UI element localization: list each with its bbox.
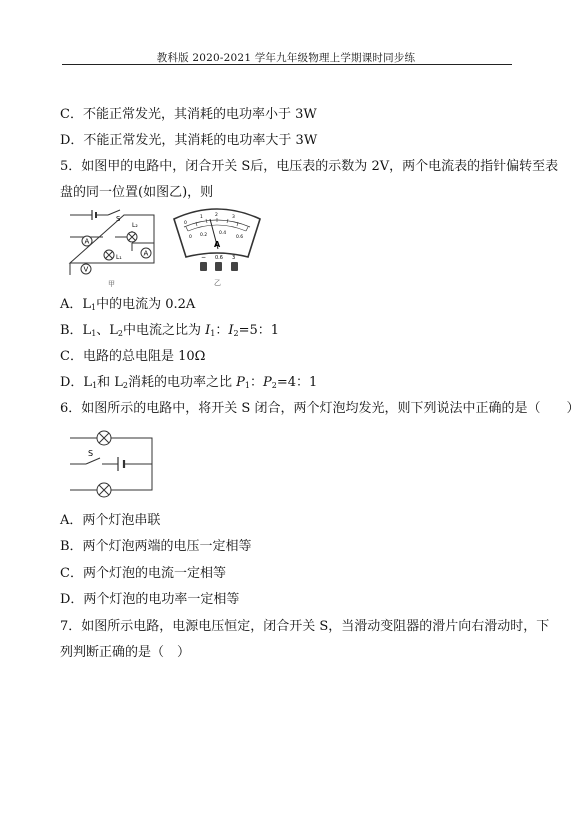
q6-switch-label: S xyxy=(88,449,94,458)
q5-circuit-diagram xyxy=(62,207,162,289)
q5-option-b: B．$L_1$、$L_2$中电流之比为 $I_1$：$I_2=5$：1 xyxy=(60,323,280,338)
page-header: 教科版 2020-2021 学年九年级物理上学期课时同步练 xyxy=(156,52,416,64)
q5-switch-label: S xyxy=(116,215,121,223)
q6-circuit-diagram xyxy=(66,428,158,498)
q4-option-c: C．不能正常发光，其消耗的电功率小于 3W xyxy=(60,107,317,122)
q5-option-c: C．电路的总电阻是 10Ω xyxy=(60,349,206,364)
scale-top-2: 2 xyxy=(215,213,218,218)
meter-unit: A xyxy=(214,240,221,249)
lamp-l1-label: L₁ xyxy=(116,254,122,261)
q5-stem-line1: 5．如图甲的电路中，闭合开关 S后，电压表的示数为 2V，两个电流表的指针偏转至表 xyxy=(60,159,559,174)
q5-caption-jia: 甲 xyxy=(108,280,115,288)
q6-option-c: C．两个灯泡的电流一定相等 xyxy=(60,566,226,581)
q5-option-a: A．$L_1$中的电流为 0.2A xyxy=(60,297,196,312)
scale-bottom-06: 0.6 xyxy=(236,235,244,240)
terminal-3-label: 3 xyxy=(232,255,236,261)
q6-option-a: A．两个灯泡串联 xyxy=(60,513,161,528)
header-rule xyxy=(62,64,512,65)
scale-top-3: 3 xyxy=(232,215,235,220)
scale-bottom-zero: 0 xyxy=(189,235,192,240)
q7-stem-line2: 列判断正确的是（ ） xyxy=(60,645,191,660)
q5-caption-yi: 乙 xyxy=(214,279,221,287)
terminal-06-label: 0.6 xyxy=(215,255,223,261)
scale-bottom-04: 0.4 xyxy=(219,231,227,236)
q5-option-d: D．$L_1$和 $L_2$消耗的电功率之比 $P_1$：$P_2=4$：1 xyxy=(60,375,318,390)
q6-stem: 6．如图所示的电路中，将开关 S 闭合，两个灯泡均发光，则下列说法中正确的是（ ） xyxy=(60,401,580,416)
scale-top-1: 1 xyxy=(200,215,203,220)
q6-option-d: D．两个灯泡的电功率一定相等 xyxy=(60,592,240,607)
terminal-negative-label: − xyxy=(201,254,207,261)
q4-option-d: D．不能正常发光，其消耗的电功率大于 3W xyxy=(60,133,318,148)
q5-stem-line2: 盘的同一位置(如图乙)，则 xyxy=(60,185,214,200)
lamp-l2-label: L₂ xyxy=(132,222,138,229)
ammeter-1-symbol: A xyxy=(84,237,90,246)
q7-stem-line1: 7．如图所示电路，电源电压恒定，闭合开关 S，当滑动变阻器的滑片向右滑动时，下 xyxy=(60,619,550,634)
q5-ammeter-dial xyxy=(170,205,265,289)
q6-option-b: B．两个灯泡两端的电压一定相等 xyxy=(60,539,252,554)
ammeter-2-symbol: A xyxy=(143,249,149,258)
scale-bottom-02: 0.2 xyxy=(200,233,208,238)
meter-terminals xyxy=(200,262,238,271)
scale-top-zero: 0 xyxy=(184,221,187,226)
voltmeter-symbol: V xyxy=(83,265,89,274)
